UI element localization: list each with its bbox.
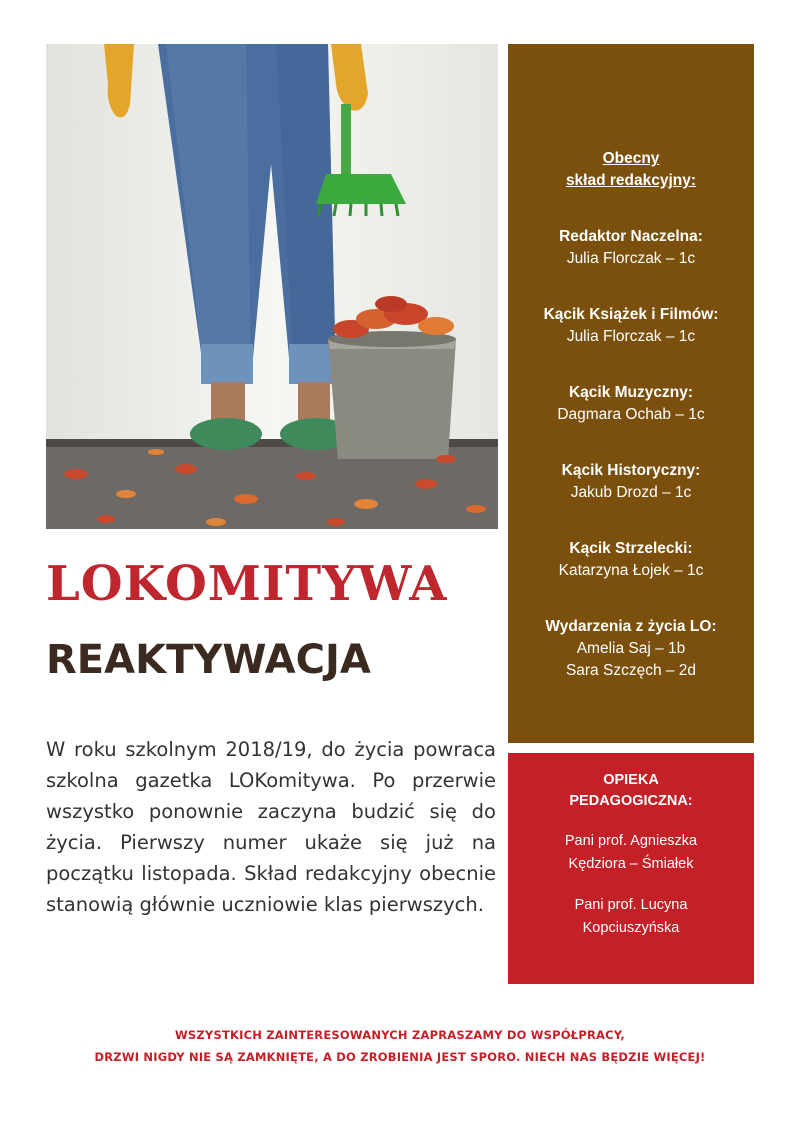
section-music	[508, 382, 754, 426]
section-member: Katarzyna Łojek – 1c	[558, 562, 704, 579]
section-school-events	[508, 616, 754, 682]
teacher-entry	[508, 830, 754, 876]
newspaper-subtitle: REAKTYWACJA	[46, 637, 371, 683]
section-member: Amelia Saj – 1b	[576, 640, 686, 657]
section-member: Sara Szczęch – 2d	[565, 662, 697, 679]
section-member: Jakub Drozd – 1c	[570, 484, 692, 501]
cover-photo	[46, 44, 498, 529]
editorial-heading	[508, 148, 754, 192]
newspaper-title: LOKOMITYWA	[46, 556, 448, 612]
editorial-heading-line2: skład redakcyjny:	[565, 172, 697, 189]
pedagogical-supervision-panel	[508, 753, 754, 984]
editorial-staff-panel	[508, 44, 754, 743]
section-member: Julia Florczak – 1c	[566, 250, 696, 267]
section-member: Dagmara Ochab – 1c	[557, 406, 705, 423]
section-shooting	[508, 538, 754, 582]
section-history	[508, 460, 754, 504]
teacher-entry	[508, 894, 754, 940]
invitation-footer	[40, 1024, 760, 1068]
section-title: Kącik Historyczny:	[561, 462, 701, 479]
teacher-line: Kopciuszyńska	[582, 920, 680, 936]
section-title: Kącik Muzyczny:	[568, 384, 694, 401]
editorial-heading-line1: Obecny	[602, 150, 660, 167]
supervision-heading-line2: PEDAGOGICZNA:	[569, 793, 693, 809]
teacher-line: Pani prof. Agnieszka	[564, 833, 698, 849]
person-with-rake-illustration	[46, 44, 498, 529]
section-title: Kącik Książek i Filmów:	[543, 306, 719, 323]
teacher-line: Pani prof. Lucyna	[574, 897, 688, 913]
intro-paragraph: W roku szkolnym 2018/19, do życia powraca szkolna gazetka LOKomitywa. Po przerwie wszystko ponownie zaczyna budzić się do życia. Pierwszy numer ukaże się już na początku listopada. Skład redakcyjny obecnie stanowią głównie uczniowie klas pierwszych.	[46, 738, 496, 916]
section-title: Redaktor Naczelna:	[559, 228, 703, 245]
section-member: Julia Florczak – 1c	[566, 328, 696, 345]
footer-line2: DRZWI NIGDY NIE SĄ ZAMKNIĘTE, A DO ZROBIENIA JEST SPORO. NIECH NAS BĘDZIE WIĘCEJ!	[94, 1050, 706, 1064]
supervision-heading	[508, 770, 754, 812]
section-title: Kącik Strzelecki:	[569, 540, 693, 557]
section-books-films	[508, 304, 754, 348]
section-editor-in-chief	[508, 226, 754, 270]
teacher-line: Kędziora – Śmiałek	[568, 856, 694, 872]
section-title: Wydarzenia z życia LO:	[545, 618, 717, 635]
supervision-heading-line1: OPIEKA	[603, 772, 659, 788]
footer-line1: WSZYSTKICH ZAINTERESOWANYCH ZAPRASZAMY DO WSPÓŁPRACY,	[175, 1028, 625, 1042]
